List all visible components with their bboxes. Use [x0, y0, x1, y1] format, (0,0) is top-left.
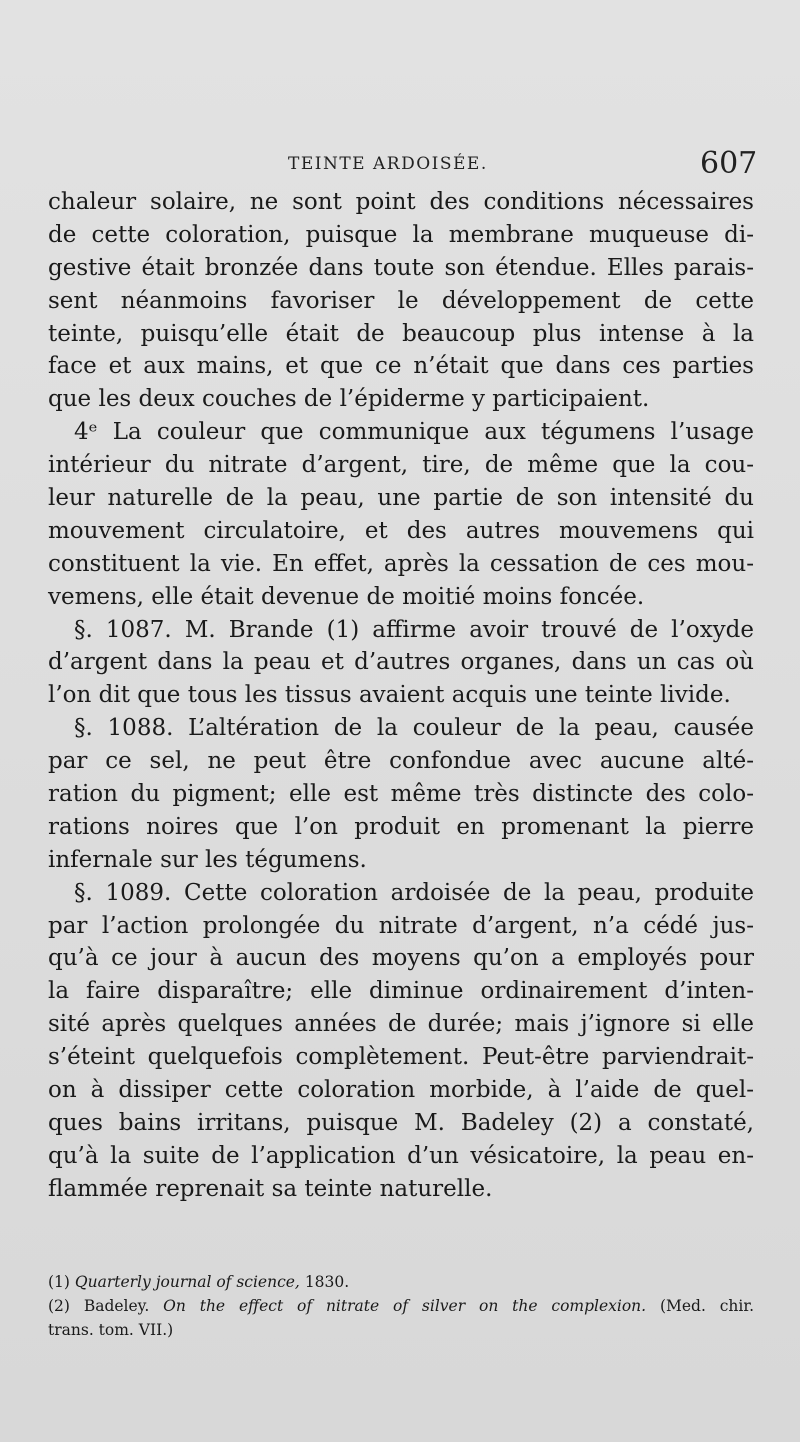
- footnote-1: [48, 1270, 754, 1294]
- text-line: ration du pigment; elle est même très distincte des colo-: [48, 781, 754, 808]
- text-line: face et aux mains, et que ce n’était que dans ces parties: [48, 353, 754, 380]
- footnote-1-mark: (1): [48, 1273, 70, 1291]
- footnote-2-title: On the effect of nitrate of silver on the complexion.: [163, 1297, 647, 1315]
- text-line: intérieur du nitrate d’argent, tire, de même que la cou-: [48, 452, 754, 479]
- text-line: §. 1088. L’altération de la couleur de la peau, causée: [74, 715, 754, 742]
- text-line: flammée reprenait sa teinte naturelle.: [48, 1175, 493, 1202]
- text-line: infernale sur les tégumens.: [48, 846, 367, 873]
- text-line: sent néanmoins favoriser le développement de cette: [48, 287, 754, 314]
- footnote-1-title: Quarterly journal of science,: [74, 1273, 300, 1291]
- footnote-2-author: Badeley.: [83, 1297, 150, 1315]
- text-line: par l’action prolongée du nitrate d’argent, n’a cédé jus-: [48, 912, 754, 939]
- body-text: [48, 186, 754, 1206]
- text-line: §. 1087. M. Brande (1) affirme avoir trouvé de l’oxyde: [74, 616, 754, 643]
- text-line: gestive était bronzée dans toute son étendue. Elles parais-: [48, 254, 754, 281]
- footnote-2-ref-a: (Med. chir.: [659, 1297, 754, 1315]
- page-number: 607: [700, 146, 758, 181]
- text-line: §. 1089. Cette coloration ardoisée de la peau, produite: [74, 879, 754, 906]
- footnote-2-mark: (2): [48, 1297, 70, 1315]
- text-line: sité après quelques années de durée; mais j’ignore si elle: [48, 1011, 754, 1038]
- text-line: leur naturelle de la peau, une partie de son intensité du: [48, 485, 754, 512]
- text-line: par ce sel, ne peut être confondue avec aucune alté-: [48, 748, 754, 775]
- text-line: 4ᵉ La couleur que communique aux tégumens l’usage: [74, 419, 754, 446]
- footnotes: [48, 1270, 754, 1342]
- footnote-2-continued: trans. tom. VII.): [48, 1321, 174, 1339]
- text-line: d’argent dans la peau et d’autres organes, dans un cas où: [48, 649, 754, 676]
- text-line: l’on dit que tous les tissus avaient acquis une teinte livide.: [48, 682, 731, 709]
- text-line: mouvement circulatoire, et des autres mouvemens qui: [48, 517, 754, 544]
- text-line: s’éteint quelquefois complètement. Peut-être parviendrait-: [48, 1044, 754, 1071]
- text-line: que les deux couches de l’épiderme y participaient.: [48, 386, 650, 413]
- text-line: vemens, elle était devenue de moitié moins foncée.: [48, 583, 645, 610]
- text-line: la faire disparaître; elle diminue ordinairement d’inten-: [48, 978, 754, 1005]
- text-line: teinte, puisqu’elle était de beaucoup plus intense à la: [48, 320, 754, 347]
- running-title: TEINTE ARDOISÉE.: [288, 154, 488, 174]
- text-line: de cette coloration, puisque la membrane muqueuse di-: [48, 221, 754, 248]
- text-line: chaleur solaire, ne sont point des conditions nécessaires: [48, 189, 754, 215]
- text-line: on à dissiper cette coloration morbide, à l’aide de quel-: [48, 1077, 754, 1104]
- page-header: [0, 146, 800, 186]
- text-line: qu’à ce jour à aucun des moyens qu’on a employés pour: [48, 945, 754, 972]
- text-line: constituent la vie. En effet, après la cessation de ces mou-: [48, 550, 754, 577]
- text-line: ques bains irritans, puisque M. Badeley (2) a constaté,: [48, 1109, 754, 1136]
- footnote-1-year: 1830.: [304, 1273, 350, 1291]
- footnote-2: [48, 1294, 754, 1318]
- text-line: rations noires que l’on produit en promenant la pierre: [48, 813, 754, 840]
- text-line: qu’à la suite de l’application d’un vésicatoire, la peau en-: [48, 1142, 754, 1169]
